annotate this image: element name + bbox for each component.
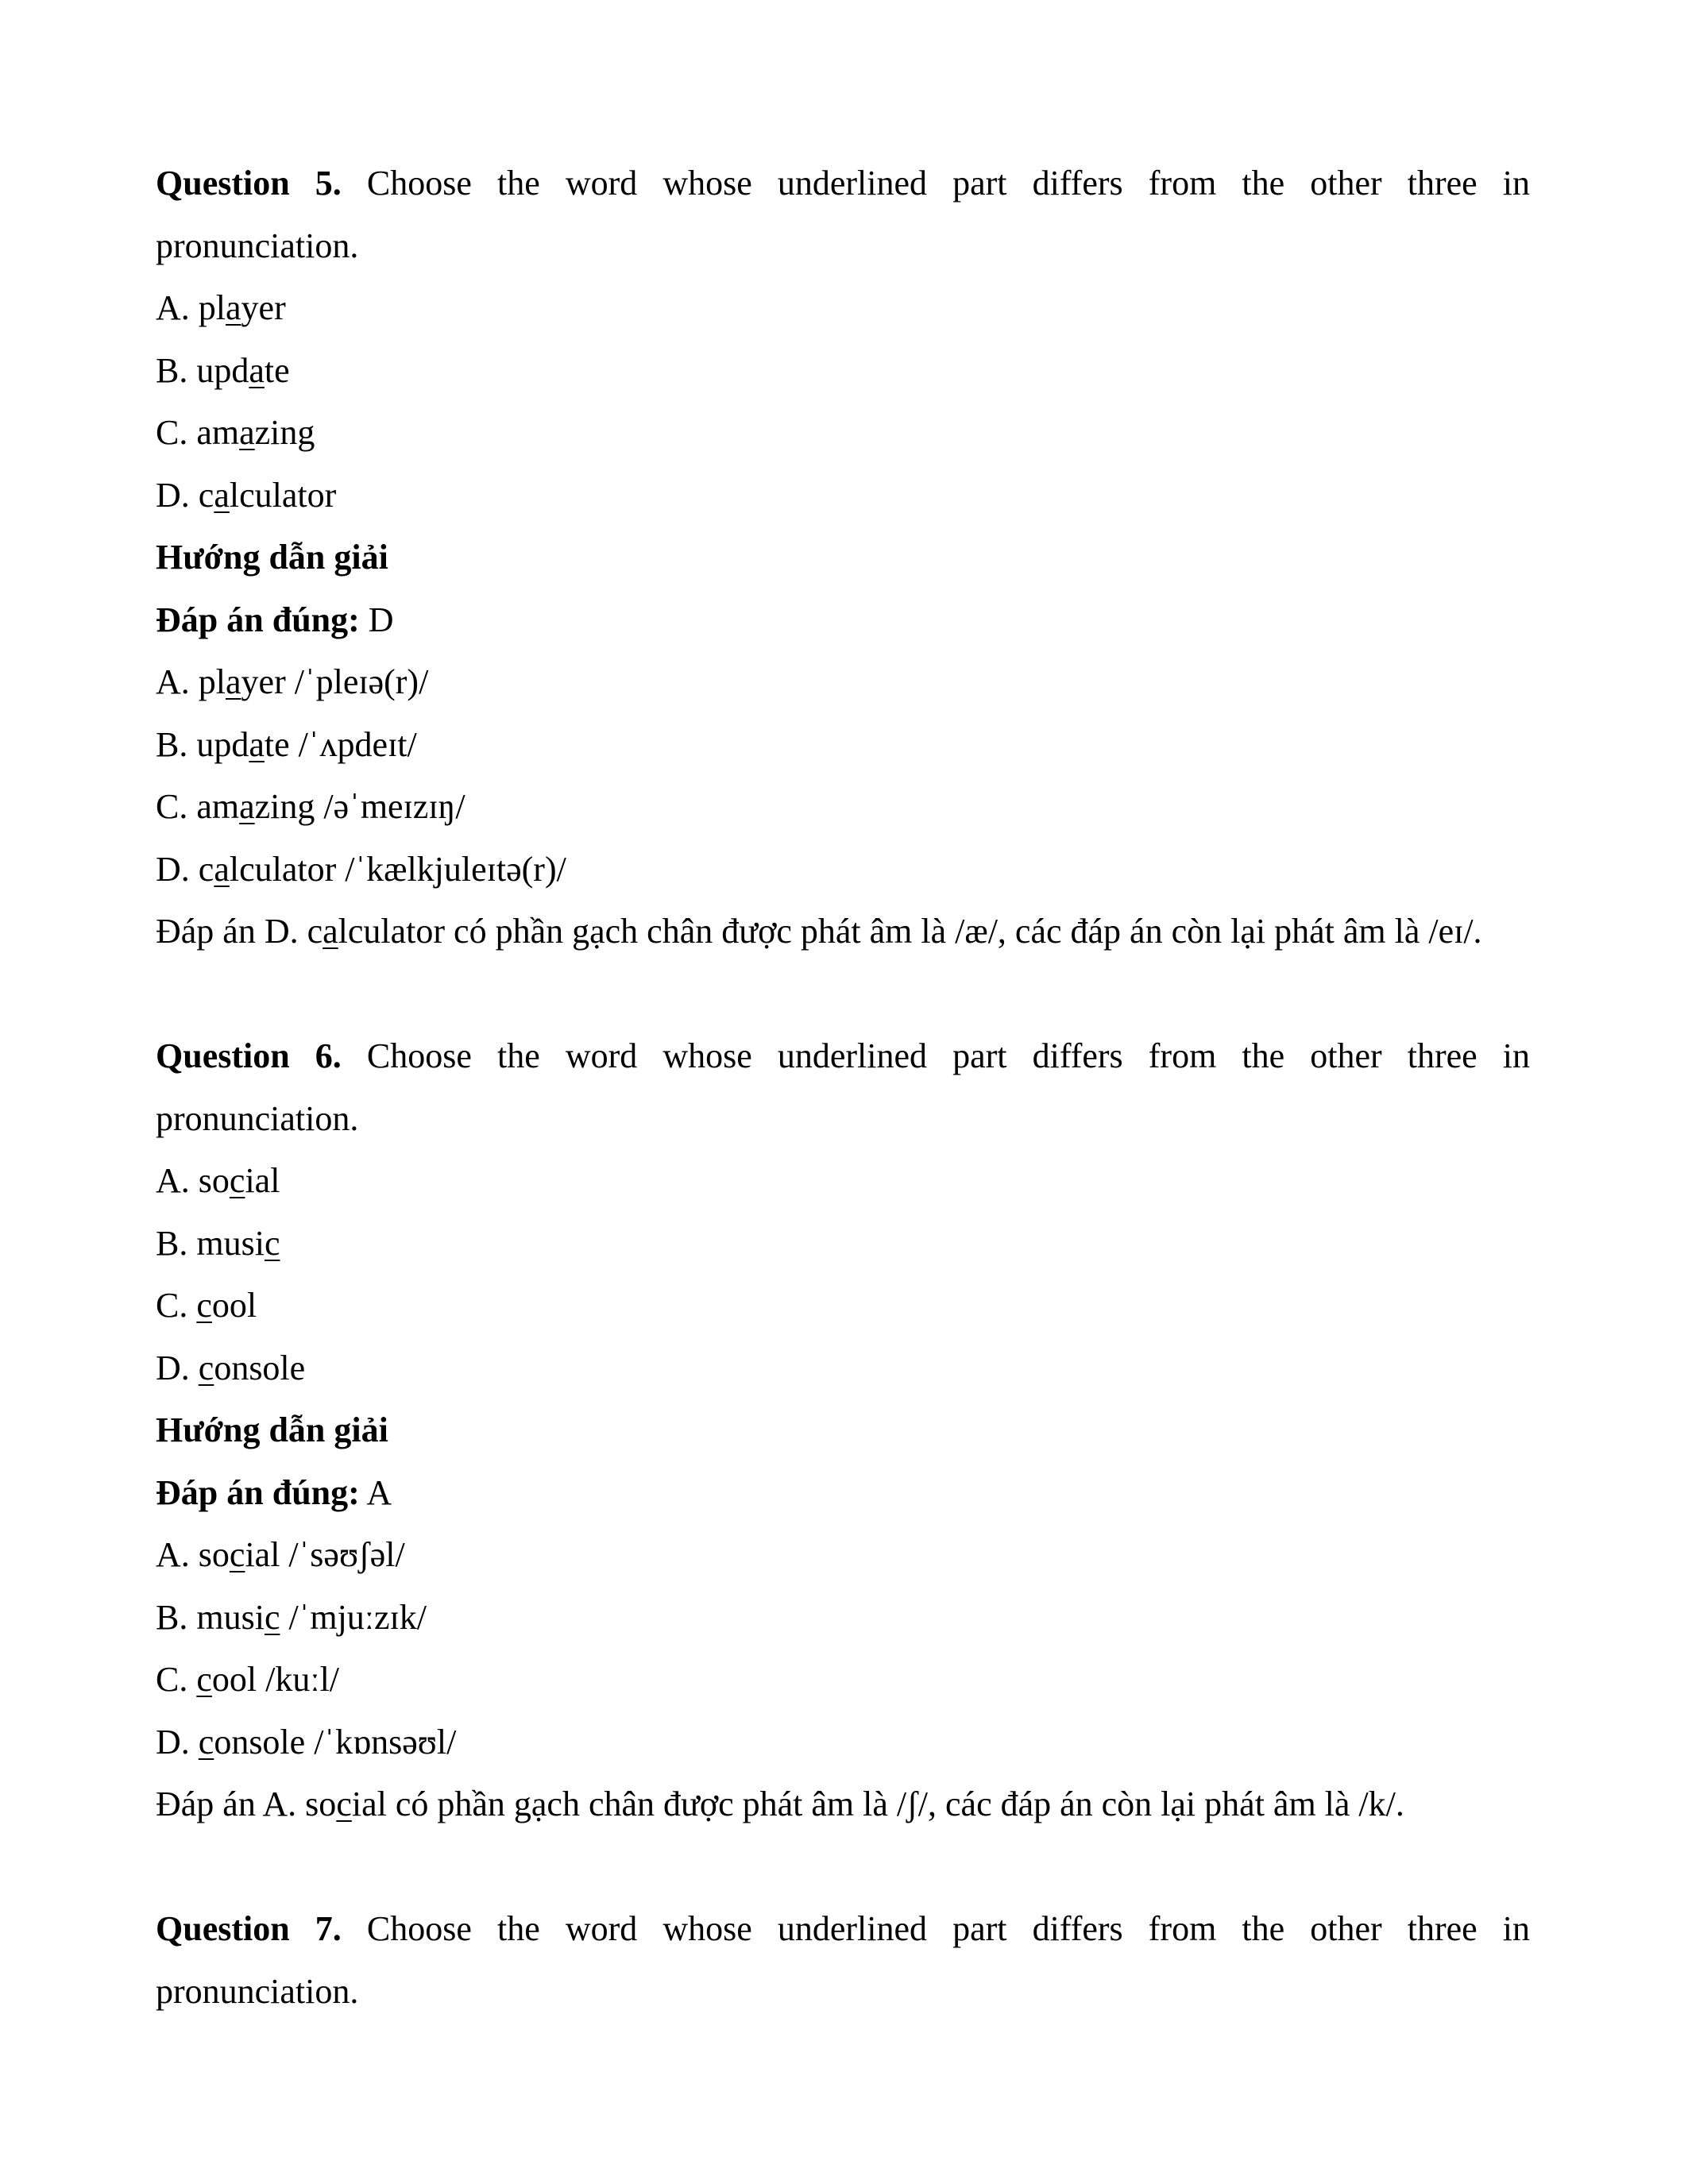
ipa: /ˈkælkjuleɪtə(r)/ [345,849,566,889]
option-a: A. social [156,1161,280,1200]
explanation-c: C. amazing /əˈmeɪzɪŋ/ [156,787,465,826]
explanation-d: D. console /ˈkɒnsəʊl/ [156,1722,457,1761]
ipa: /ˈpleɪə(r)/ [294,662,429,701]
explanation-b: B. music /ˈmjuːzɪk/ [156,1597,427,1637]
explanation-b: B. update /ˈʌpdeɪt/ [156,724,417,764]
spacer [156,1836,1530,1899]
ipa: /ˈsəʊʃəl/ [288,1535,405,1574]
conclusion: Đáp án D. calculator có phần gạch chân được phát âm là /æ/, các đáp án còn lại phát âm là /eɪ/. [156,912,1482,951]
explanation-c: C. cool /kuːl/ [156,1660,340,1699]
document-content [156,152,1530,2023]
guide-heading: Hướng dẫn giải [156,538,388,577]
question-block [156,1025,1530,1836]
option-c: C. amazing [156,413,315,452]
correct-answer: Đáp án đúng: A [156,1472,392,1512]
explanation-a: A. social /ˈsəʊʃəl/ [156,1535,405,1574]
ipa: /ˈkɒnsəʊl/ [314,1722,457,1761]
ipa: /əˈmeɪzɪŋ/ [323,787,465,826]
question-label: Question 6. [156,1036,342,1075]
question-prompt: Question 7. Choose the word whose underlined part differs from the other three in [156,1909,1530,1948]
ipa: /ˈmjuːzɪk/ [288,1597,427,1637]
option-b: B. update [156,350,290,390]
option-c: C. cool [156,1286,257,1325]
question-prompt: Question 5. Choose the word whose underlined part differs from the other three in [156,164,1530,203]
question-block [156,1898,1530,2023]
question-label: Question 5. [156,164,342,203]
question-prompt-cont: pronunciation. [156,226,359,265]
option-d: D. console [156,1348,306,1387]
ipa: /kuːl/ [265,1660,340,1699]
option-a: A. player [156,288,286,327]
question-prompt-cont: pronunciation. [156,1971,359,2011]
question-prompt: Question 6. Choose the word whose underlined part differs from the other three in [156,1036,1530,1075]
option-d: D. calculator [156,475,337,515]
spacer [156,963,1530,1026]
correct-answer: Đáp án đúng: D [156,600,394,639]
conclusion: Đáp án A. social có phần gạch chân được phát âm là /ʃ/, các đáp án còn lại phát âm là /k/. [156,1785,1404,1823]
question-block [156,152,1530,963]
option-b: B. music [156,1223,280,1263]
question-prompt-cont: pronunciation. [156,1098,359,1138]
ipa: /ˈʌpdeɪt/ [298,724,417,764]
explanation-a: A. player /ˈpleɪə(r)/ [156,662,429,701]
guide-heading: Hướng dẫn giải [156,1410,388,1449]
question-label: Question 7. [156,1909,342,1948]
explanation-d: D. calculator /ˈkælkjuleɪtə(r)/ [156,849,566,889]
